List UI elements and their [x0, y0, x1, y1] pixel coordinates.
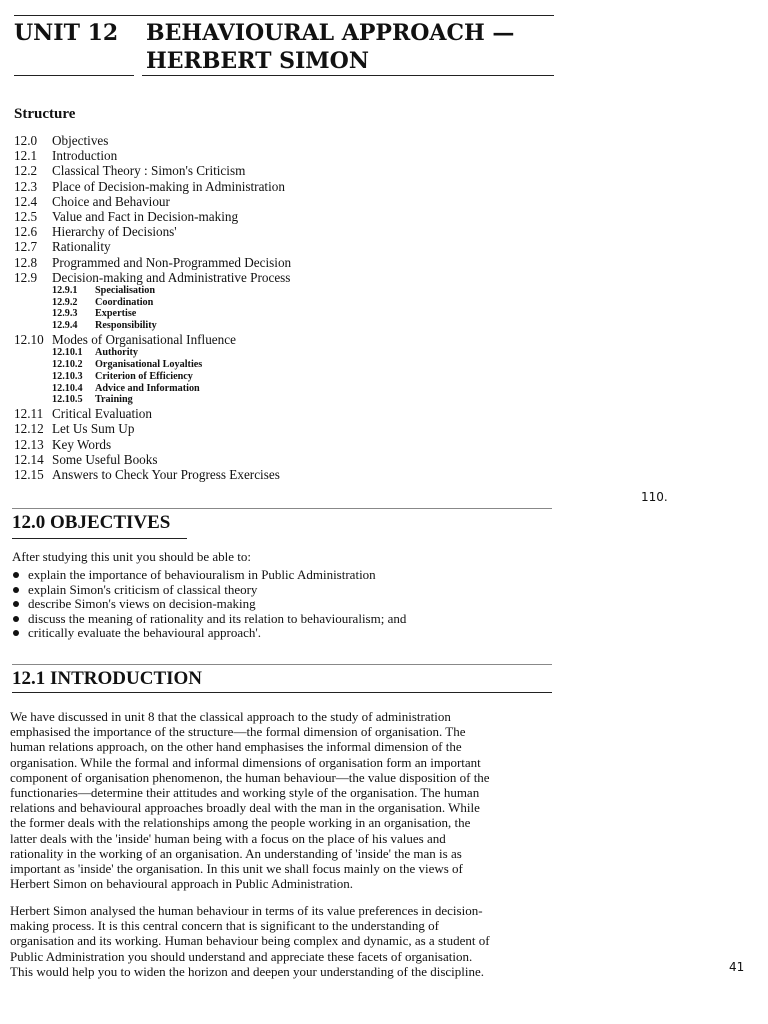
paragraph-line: organisation and its working. Human behaviour being complex and dynamic, as a student of — [10, 933, 490, 949]
toc-sub-num: 12.9.3 — [52, 308, 78, 320]
toc-item — [14, 209, 534, 224]
bullet-icon — [13, 587, 19, 593]
toc-text: Critical Evaluation — [52, 406, 152, 422]
toc-num: 12.7 — [14, 239, 38, 255]
objectives-list — [12, 568, 406, 641]
toc-num: 12.4 — [14, 193, 38, 209]
toc-sub-num: 12.9.2 — [52, 296, 78, 308]
unit-title-line2: HERBERT SIMON — [146, 48, 369, 74]
paragraph-line: emphasised the importance of the structure—the formal dimension of organisation. The — [10, 724, 466, 740]
toc-text: Introduction — [52, 148, 118, 164]
toc-item — [14, 421, 534, 436]
paragraph-line: rationality in the working of an organisation. An understanding of 'inside' the man is as — [10, 845, 462, 861]
paragraph-line: making process. It is this central concern that is significant to the understanding of — [10, 918, 439, 934]
introduction-paragraph-2 — [10, 903, 560, 979]
toc-item — [14, 270, 534, 285]
toc-item — [14, 467, 534, 482]
toc-sub-num: 12.10.5 — [52, 394, 83, 406]
objectives-intro: After studying this unit you should be able to: — [12, 549, 252, 564]
toc-text: Objectives — [52, 133, 109, 148]
toc-sub-num: 12.10.3 — [52, 370, 83, 382]
list-item-text: critically evaluate the behavioural approach'. — [28, 625, 261, 641]
toc-text: Rationality — [52, 239, 111, 255]
unit-title-line1: BEHAVIOURAL APPROACH — — [146, 20, 515, 46]
header-rule-left — [14, 75, 134, 76]
toc-num: 12.3 — [14, 178, 38, 194]
toc-sub-text: Specialisation — [95, 284, 156, 296]
paragraph-line: functionaries—determine their attitudes and working style of the organisation. The human — [10, 784, 480, 800]
paragraph-line: important as 'inside' the organisation. In this unit we shall focus mainly on the views of — [10, 860, 463, 876]
toc-text: Let Us Sum Up — [52, 421, 135, 437]
toc-item — [14, 133, 534, 148]
objectives-rule-bottom — [12, 538, 187, 539]
list-item-text: discuss the meaning of rationality and its relation to behaviouralism; and — [28, 610, 407, 626]
toc-text: Some Useful Books — [52, 451, 158, 467]
list-item-text: explain Simon's criticism of classical theory — [28, 581, 258, 597]
introduction-paragraph-1 — [10, 709, 560, 891]
toc-item — [14, 194, 534, 209]
toc-text: Decision-making and Administrative Process — [52, 269, 291, 285]
toc-num: 12.11 — [14, 406, 44, 422]
toc-sub-text: Authority — [95, 347, 139, 359]
paragraph-line: organisation. While the formal and informal dimensions of organisation form an important — [10, 754, 481, 770]
toc-sub-text: Expertise — [95, 308, 137, 320]
list-item-text: describe Simon's views on decision-making — [28, 596, 256, 612]
paragraph-line: human relations approach, on the other hand emphasises the informal dimension of the — [10, 739, 462, 755]
toc-num: 12.10 — [14, 332, 44, 348]
top-rule — [14, 15, 554, 16]
bullet-icon — [13, 572, 19, 578]
toc-sub-num: 12.9.1 — [52, 284, 78, 296]
toc-text: Hierarchy of Decisions' — [52, 224, 177, 240]
toc-text: Modes of Organisational Influence — [52, 332, 236, 348]
toc-num: 12.9 — [14, 269, 38, 285]
header-rule-right — [142, 75, 554, 76]
paragraph-line: Herbert Simon on behavioural approach in Public Administration. — [10, 876, 353, 892]
structure-title: Structure — [14, 106, 76, 122]
toc-sub-text: Training — [95, 394, 133, 406]
toc-item — [14, 148, 534, 163]
toc-sub-num: 12.10.1 — [52, 347, 83, 359]
bullet-icon — [13, 630, 19, 636]
paragraph-line: the former deals with the relationships among the people working in an organisation, the — [10, 815, 471, 831]
list-item — [12, 568, 406, 583]
toc-subitem — [14, 285, 534, 297]
paragraph-line: latter deals with the 'inside' human being with a focus on the place of his values and — [10, 830, 446, 846]
toc-sub-num: 12.10.2 — [52, 359, 83, 371]
toc-num: 12.15 — [14, 466, 44, 482]
paragraph-line: Herbert Simon analysed the human behaviour in terms of its value preferences in decision- — [10, 903, 483, 918]
page-number: 41 — [729, 960, 745, 974]
toc-subitem — [14, 297, 534, 309]
toc-text: Answers to Check Your Progress Exercises — [52, 466, 280, 482]
toc-num: 12.1 — [14, 148, 38, 164]
toc-item — [14, 452, 534, 467]
toc-text: Programmed and Non-Programmed Decision — [52, 254, 292, 270]
toc-num: 12.2 — [14, 163, 38, 179]
toc-sub-num: 12.9.4 — [52, 320, 78, 332]
list-item — [12, 597, 406, 612]
toc-subitem — [14, 383, 534, 395]
paragraph-line: relations and behavioural approaches broadly deal with the man in the organisation. While — [10, 800, 480, 816]
toc-item — [14, 332, 534, 347]
toc-text: Choice and Behaviour — [52, 193, 170, 209]
introduction-heading: 12.1 INTRODUCTION — [12, 668, 203, 689]
toc-num: 12.13 — [14, 436, 44, 452]
toc-item — [14, 239, 534, 254]
toc-subitem — [14, 371, 534, 383]
toc-sub-text: Advice and Information — [95, 382, 200, 394]
toc-subitem — [14, 347, 534, 359]
list-item — [12, 583, 406, 598]
objectives-rule-top — [12, 508, 552, 509]
list-item — [12, 626, 406, 641]
objectives-heading: 12.0 OBJECTIVES — [12, 512, 171, 533]
paragraph-line: This would help you to widen the horizon and deepen your understanding of the discipline. — [10, 963, 485, 979]
toc-text: Key Words — [52, 436, 112, 452]
unit-label: UNIT 12 — [14, 20, 119, 46]
list-item-text: explain the importance of behaviouralism in Public Administration — [28, 567, 376, 582]
toc-num: 12.14 — [14, 451, 44, 467]
toc-num: 12.6 — [14, 224, 38, 240]
table-of-contents — [14, 133, 534, 482]
bullet-icon — [13, 616, 19, 622]
toc-sub-num: 12.10.4 — [52, 382, 83, 394]
toc-item — [14, 163, 534, 178]
margin-note: 110. — [641, 490, 668, 504]
toc-sub-text: Responsibility — [95, 320, 157, 332]
toc-item — [14, 224, 534, 239]
toc-text: Classical Theory : Simon's Criticism — [52, 163, 246, 179]
toc-subitem — [14, 308, 534, 320]
toc-num: 12.5 — [14, 208, 38, 224]
toc-num: 12.0 — [14, 133, 38, 148]
paragraph-line: We have discussed in unit 8 that the classical approach to the study of administration — [10, 709, 451, 724]
toc-text: Value and Fact in Decision-making — [52, 208, 239, 224]
toc-item — [14, 406, 534, 421]
list-item — [12, 612, 406, 627]
toc-sub-text: Criterion of Efficiency — [95, 370, 193, 382]
toc-num: 12.8 — [14, 254, 38, 270]
bullet-icon — [13, 601, 19, 607]
toc-subitem — [14, 359, 534, 371]
introduction-rule-bottom — [12, 692, 552, 693]
paragraph-line: Public Administration you should understand and appreciate these facets of organisation. — [10, 948, 473, 964]
paragraph-line: component of organisation phenomenon, the human behaviour—the value disposition of the — [10, 769, 490, 785]
toc-item — [14, 179, 534, 194]
toc-text: Place of Decision-making in Administration — [52, 178, 285, 194]
introduction-rule-top — [12, 664, 552, 665]
toc-num: 12.12 — [14, 421, 44, 437]
toc-subitem — [14, 394, 534, 406]
toc-item — [14, 437, 534, 452]
toc-sub-text: Coordination — [95, 296, 154, 308]
toc-subitem — [14, 320, 534, 332]
toc-sub-text: Organisational Loyalties — [95, 359, 203, 371]
toc-item — [14, 255, 534, 270]
